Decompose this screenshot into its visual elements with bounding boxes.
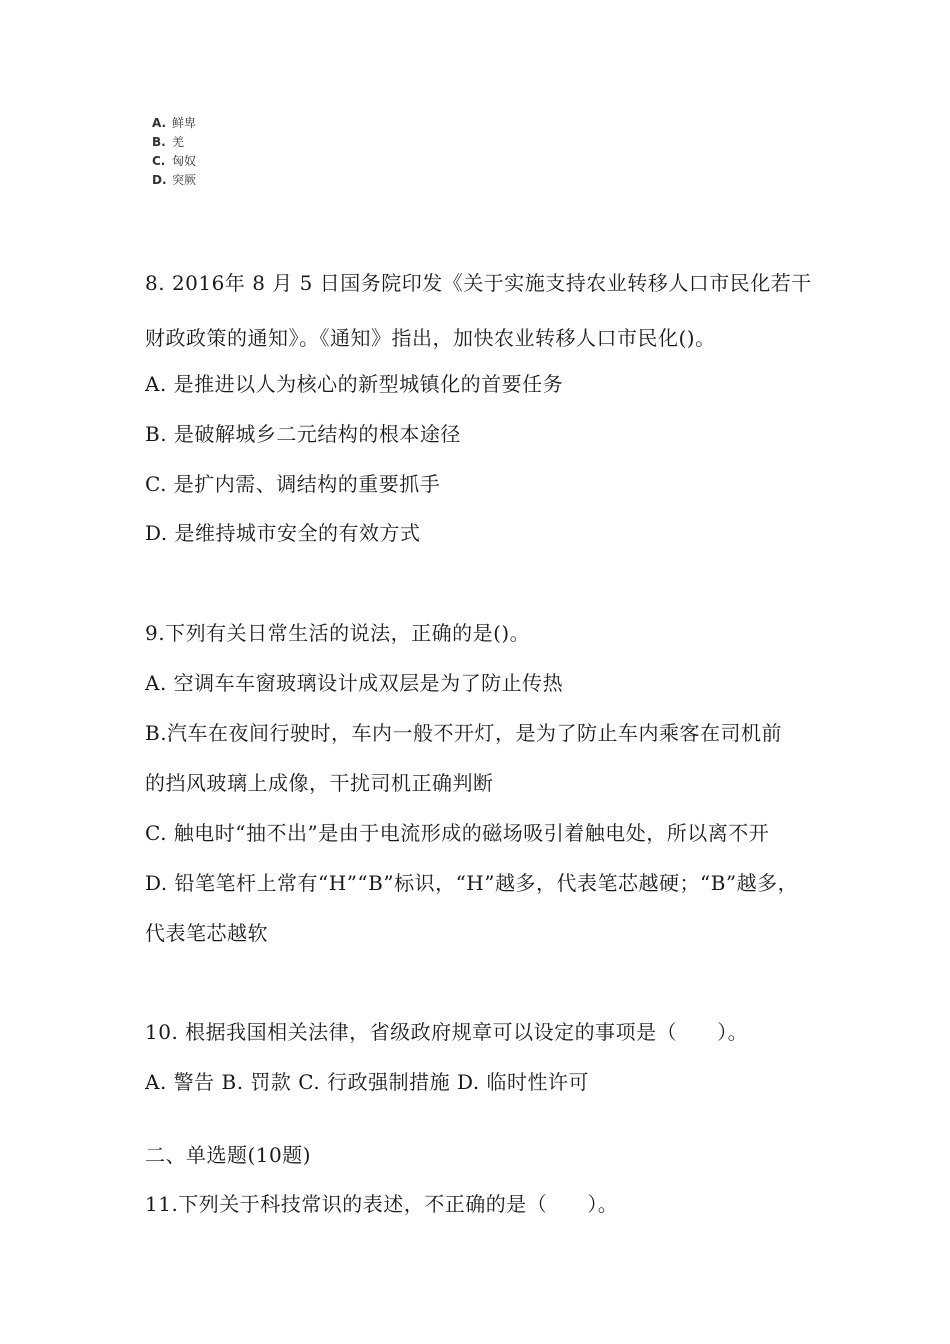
q8-option-d: D. 是维持城市安全的有效方式 bbox=[145, 521, 421, 545]
q9-option-d-line1: D. 铅笔笔杆上常有“H”“B”标识，“H”越多，代表笔芯越硬；“B”越多， bbox=[145, 871, 799, 895]
q8-option-c: C. 是扩内需、调结构的重要抓手 bbox=[145, 472, 441, 496]
q9-option-d-line2: 代表笔芯越软 bbox=[145, 921, 268, 945]
q11-stem: 11.下列关于科技常识的表述，不正确的是（ ）。 bbox=[145, 1192, 619, 1216]
q10-options: A. 警告 B. 罚款 C. 行政强制措施 D. 临时性许可 bbox=[145, 1070, 589, 1094]
section-title: 二、单选题(10题) bbox=[145, 1143, 312, 1167]
q8-option-b: B. 是破解城乡二元结构的根本途径 bbox=[145, 422, 461, 446]
option-b: B. 羌 bbox=[152, 135, 185, 149]
option-a: A. 鲜卑 bbox=[152, 116, 197, 130]
option-c: C. 匈奴 bbox=[152, 154, 197, 168]
q8-option-a: A. 是推进以人为核心的新型城镇化的首要任务 bbox=[145, 372, 564, 396]
q9-option-b-line2: 的挡风玻璃上成像，干扰司机正确判断 bbox=[145, 771, 494, 795]
q9-option-c: C. 触电时“抽不出”是由于电流形成的磁场吸引着触电处，所以离不开 bbox=[145, 821, 770, 845]
q8-stem-line2: 财政政策的通知》。《通知》指出，加快农业转移人口市民化()。 bbox=[145, 326, 716, 350]
q9-option-a: A. 空调车车窗玻璃设计成双层是为了防止传热 bbox=[145, 671, 564, 695]
q8-stem-line1: 8. 2016年 8 月 5 日国务院印发《关于实施支持农业转移人口市民化若干 bbox=[145, 271, 812, 295]
previous-question-options bbox=[152, 114, 196, 190]
option-d: D. 突厥 bbox=[152, 173, 197, 187]
q9-stem: 9.下列有关日常生活的说法，正确的是()。 bbox=[145, 621, 531, 645]
q9-option-b-line1: B.汽车在夜间行驶时，车内一般不开灯，是为了防止车内乘客在司机前 bbox=[145, 721, 783, 745]
q10-stem: 10. 根据我国相关法律，省级政府规章可以设定的事项是（ ）。 bbox=[145, 1020, 749, 1044]
